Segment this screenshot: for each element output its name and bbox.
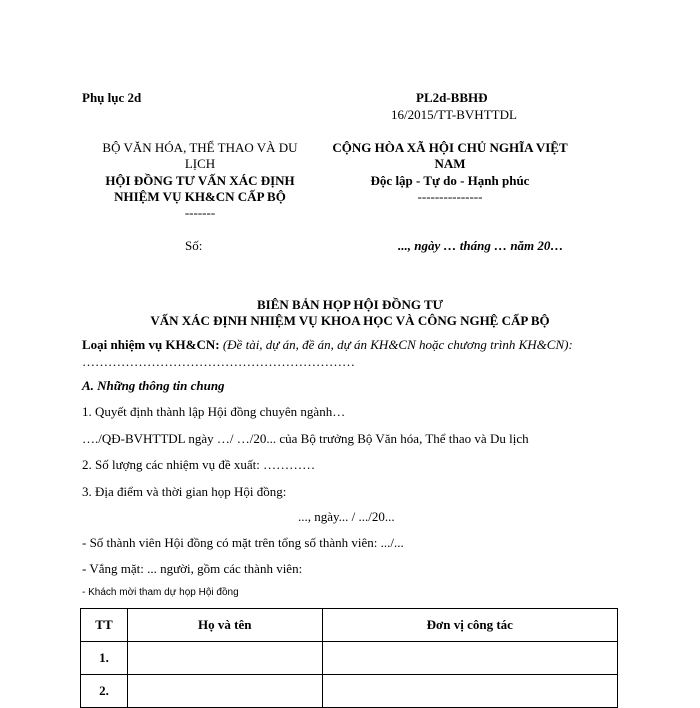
item-1-continuation: …./QĐ-BVHTTDL ngày …/ …/20... của Bộ trưởng Bộ Văn hóa, Thể thao và Du lịch xyxy=(82,431,529,446)
row-name xyxy=(127,675,322,708)
row-unit xyxy=(322,642,617,675)
table-header-row xyxy=(81,609,618,642)
left-separator: ------- xyxy=(184,205,216,220)
item-3: 3. Địa điểm và thời gian họp Hội đồng: xyxy=(82,484,287,499)
form-code: PL2d-BBHĐ xyxy=(416,90,488,105)
row-tt: 2. xyxy=(81,675,128,708)
circular-number: 16/2015/TT-BVHTTDL xyxy=(391,107,517,122)
date-line: ..., ngày … tháng … năm 20… xyxy=(398,238,564,253)
task-type-label: Loại nhiệm vụ KH&CN: xyxy=(82,337,220,352)
table-row xyxy=(81,675,618,708)
task-type-fill-line: ……………………………………………………… xyxy=(82,354,355,369)
republic-name-line2: NAM xyxy=(434,156,466,171)
row-tt: 1. xyxy=(81,642,128,675)
ministry-name-line2: LỊCH xyxy=(184,156,216,171)
item-3-date: ..., ngày... / .../20... xyxy=(298,509,395,524)
members-absent: - Vắng mặt: ... người, gồm các thành viên: xyxy=(82,561,303,576)
header-tt: TT xyxy=(81,609,128,642)
row-name xyxy=(127,642,322,675)
task-type-row xyxy=(82,337,573,353)
item-2: 2. Số lượng các nhiệm vụ đề xuất: ………… xyxy=(82,457,316,472)
row-unit xyxy=(322,675,617,708)
appendix-label: Phụ lục 2d xyxy=(82,90,142,105)
item-1: 1. Quyết định thành lập Hội đồng chuyên ngành… xyxy=(82,404,346,419)
guests-label: - Khách mời tham dự họp Hội đồng xyxy=(82,587,239,598)
council-name-line2: NHIỆM VỤ KH&CN CẤP BỘ xyxy=(114,189,286,204)
national-motto: Độc lập - Tự do - Hạnh phúc xyxy=(370,173,530,188)
document-title-line2: VẤN XÁC ĐỊNH NHIỆM VỤ KHOA HỌC VÀ CÔNG NGHỆ CẤP BỘ xyxy=(150,313,550,328)
council-name-line1: HỘI ĐỒNG TƯ VẤN XÁC ĐỊNH xyxy=(105,173,295,188)
ministry-name-line1: BỘ VĂN HÓA, THỂ THAO VÀ DU xyxy=(102,140,298,155)
republic-name-line1: CỘNG HÒA XÃ HỘI CHỦ NGHĨA VIỆT xyxy=(332,140,568,155)
task-type-hint: (Đề tài, dự án, đề án, dự án KH&CN hoặc chương trình KH&CN): xyxy=(222,337,573,352)
header-name: Họ và tên xyxy=(127,609,322,642)
header-unit: Đơn vị công tác xyxy=(322,609,617,642)
document-title-line1: BIÊN BẢN HỌP HỘI ĐỒNG TƯ xyxy=(257,297,443,312)
guests-table xyxy=(80,608,618,708)
right-separator: --------------- xyxy=(417,189,483,204)
document-number-label: Số: xyxy=(185,238,203,253)
table-row xyxy=(81,642,618,675)
members-present: - Số thành viên Hội đồng có mặt trên tổng số thành viên: .../... xyxy=(82,535,404,550)
section-a-heading: A. Những thông tin chung xyxy=(82,378,225,393)
